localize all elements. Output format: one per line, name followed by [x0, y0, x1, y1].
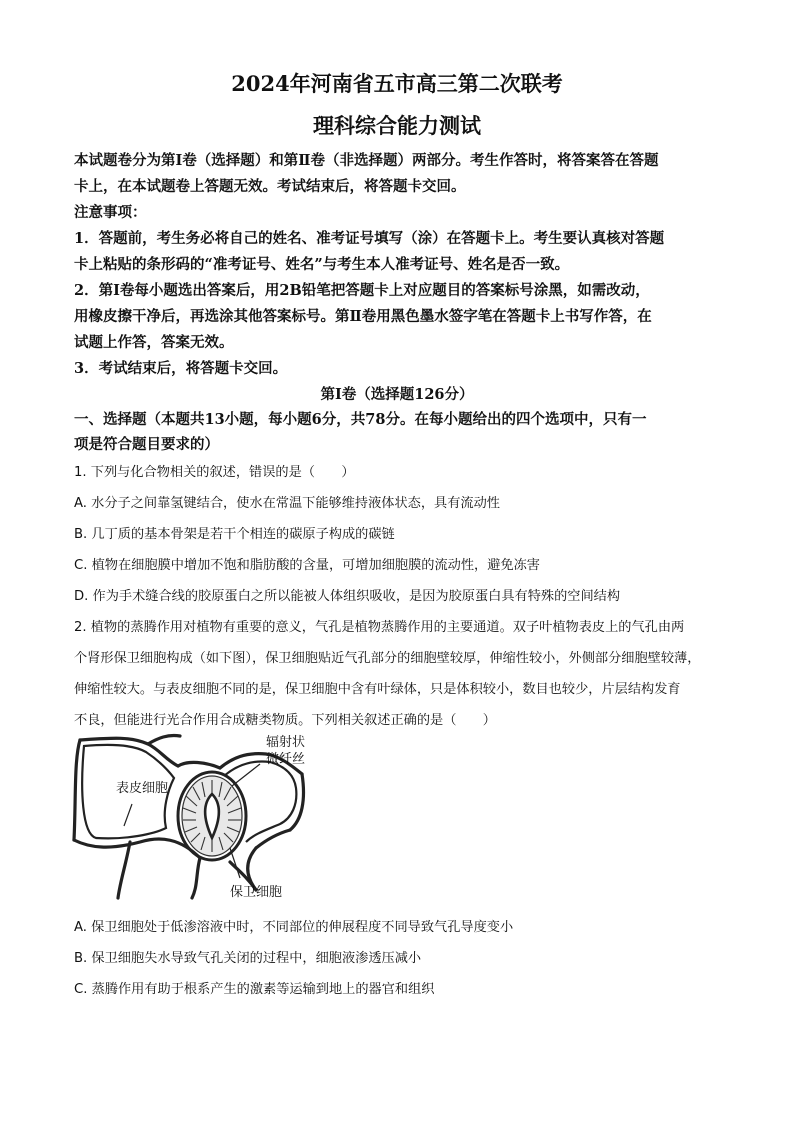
stomata-figure: [70, 730, 310, 900]
exam-title: 2024年河南省五市高三第二次联考: [231, 71, 563, 96]
intro-line-2: 卡上，在本试题卷上答题无效。考试结束后，将答题卡交回。: [74, 178, 466, 195]
q2-stem-line-2: 个肾形保卫细胞构成（如下图），保卫细胞贴近气孔部分的细胞壁较厚，伸缩性较小，外侧部分细胞壁较薄，: [74, 651, 701, 666]
q2-stem-line-4: 不良，但能进行光合作用合成糖类物质。下列相关叙述正确的是（ ）: [74, 713, 496, 728]
part-line-1: 一、选择题（本题共13小题，每小题6分，共78分。在每小题给出的四个选项中，只有一: [74, 411, 647, 428]
section-title: 第Ⅰ卷（选择题126分）: [320, 386, 474, 403]
q2-option-a: A. 保卫细胞处于低渗溶液中时，不同部位的伸展程度不同导致气孔导度变小: [74, 920, 514, 935]
note-1-line-2: 卡上粘贴的条形码的“准考证号、姓名”与考生本人准考证号、姓名是否一致。: [74, 256, 570, 273]
note-1-line-1: 1．答题前，考生务必将自己的姓名、准考证号填写（涂）在答题卡上。考生要认真核对答题: [74, 230, 665, 247]
note-3: 3．考试结束后，将答题卡交回。: [74, 360, 288, 377]
note-2-line-1: 2．第Ⅰ卷每小题选出答案后，用2B铅笔把答题卡上对应题目的答案标号涂黑，如需改动，: [74, 282, 650, 299]
label-guard-cell: 保卫细胞: [230, 885, 283, 900]
q2-stem-line-3: 伸缩性较大。与表皮细胞不同的是，保卫细胞中含有叶绿体，只是体积较小，数目也较少，片层结构发育: [74, 682, 681, 697]
q2-stem-line-1: 2. 植物的蒸腾作用对植物有重要的意义，气孔是植物蒸腾作用的主要通道。双子叶植物表皮上的气孔由两: [74, 620, 685, 635]
label-epidermal-cell: 表皮细胞: [116, 781, 169, 796]
label-radial-line-2: 微纤丝: [266, 752, 306, 767]
intro-line-1: 本试题卷分为第Ⅰ卷（选择题）和第Ⅱ卷（非选择题）两部分。考生作答时，将答案答在答题: [74, 152, 659, 169]
note-2-line-2: 用橡皮擦干净后，再选涂其他答案标号。第Ⅱ卷用黑色墨水签字笔在答题卡上书写作答，在: [74, 308, 652, 325]
q1-option-a: A. 水分子之间靠氢键结合，使水在常温下能够维持液体状态，具有流动性: [74, 496, 500, 511]
q1-option-c: C. 植物在细胞膜中增加不饱和脂肪酸的含量，可增加细胞膜的流动性，避免冻害: [74, 558, 540, 573]
exam-subtitle: 理科综合能力测试: [313, 113, 481, 138]
q1-option-b: B. 几丁质的基本骨架是若干个相连的碳原子构成的碳链: [74, 527, 395, 542]
label-radial-line-1: 辐射状: [266, 735, 306, 750]
part-line-2: 项是符合题目要求的）: [74, 436, 219, 453]
guard-cells: [178, 772, 246, 860]
q2-option-b: B. 保卫细胞失水导致气孔关闭的过程中，细胞液渗透压减小: [74, 951, 422, 966]
note-2-line-3: 试题上作答，答案无效。: [74, 334, 234, 351]
notes-heading: 注意事项：: [74, 204, 147, 221]
q2-option-c: C. 蒸腾作用有助于根系产生的激素等运输到地上的器官和组织: [74, 982, 435, 997]
q1-option-d: D. 作为手术缝合线的胶原蛋白之所以能被人体组织吸收，是因为胶原蛋白具有特殊的空间结构: [74, 589, 621, 604]
q1-stem: 1. 下列与化合物相关的叙述，错误的是（ ）: [74, 465, 355, 480]
